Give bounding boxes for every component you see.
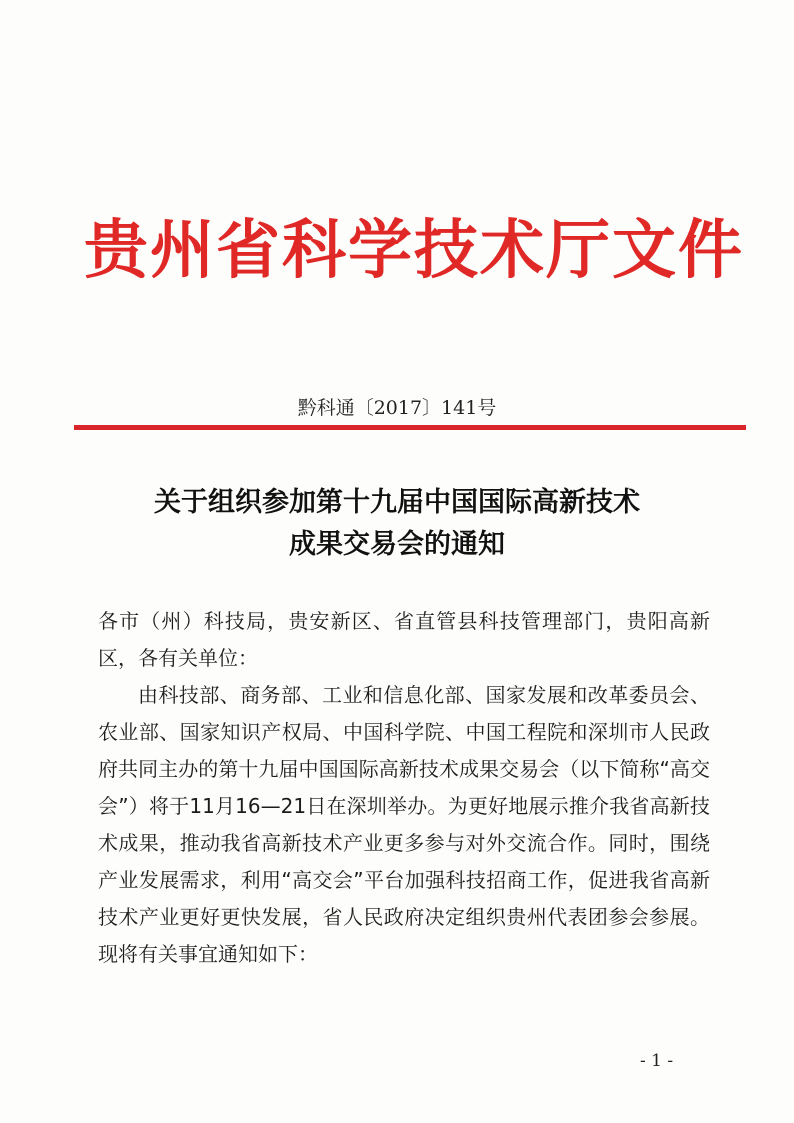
red-divider-line xyxy=(74,425,746,430)
notice-title-line-2: 成果交易会的通知 xyxy=(289,529,505,560)
notice-title xyxy=(0,482,794,566)
body-paragraph: 由科技部、商务部、工业和信息化部、国家发展和改革委员会、农业部、国家知识产权局、中国科学院、中国工程院和深圳市人民政府共同主办的第十九届中国国际高新技术成果交易会（以下简称“高交会”）将于11月16—21日在深圳举办。为更好地展示推介我省高新技术成果，推动我省高新技术产业更多参与对外交流合作。同时，围绕产业发展需求，利用“高交会”平台加强科技招商工作，促进我省高新技术产业更好更快发展，省人民政府决定组织贵州代表团参会参展。现将有关事宜通知如下： xyxy=(98,683,710,966)
document-number: 黔科通〔2017〕141号 xyxy=(297,397,497,419)
issuing-authority-header: 贵州省科学技术厅文件 xyxy=(84,214,744,288)
notice-body xyxy=(98,603,710,973)
page-number: - 1 - xyxy=(640,1051,674,1071)
notice-title-line-1: 关于组织参加第十九届中国国际高新技术 xyxy=(154,487,640,518)
addressee: 各市（州）科技局，贵安新区、省直管县科技管理部门，贵阳高新区，各有关单位： xyxy=(98,609,710,670)
